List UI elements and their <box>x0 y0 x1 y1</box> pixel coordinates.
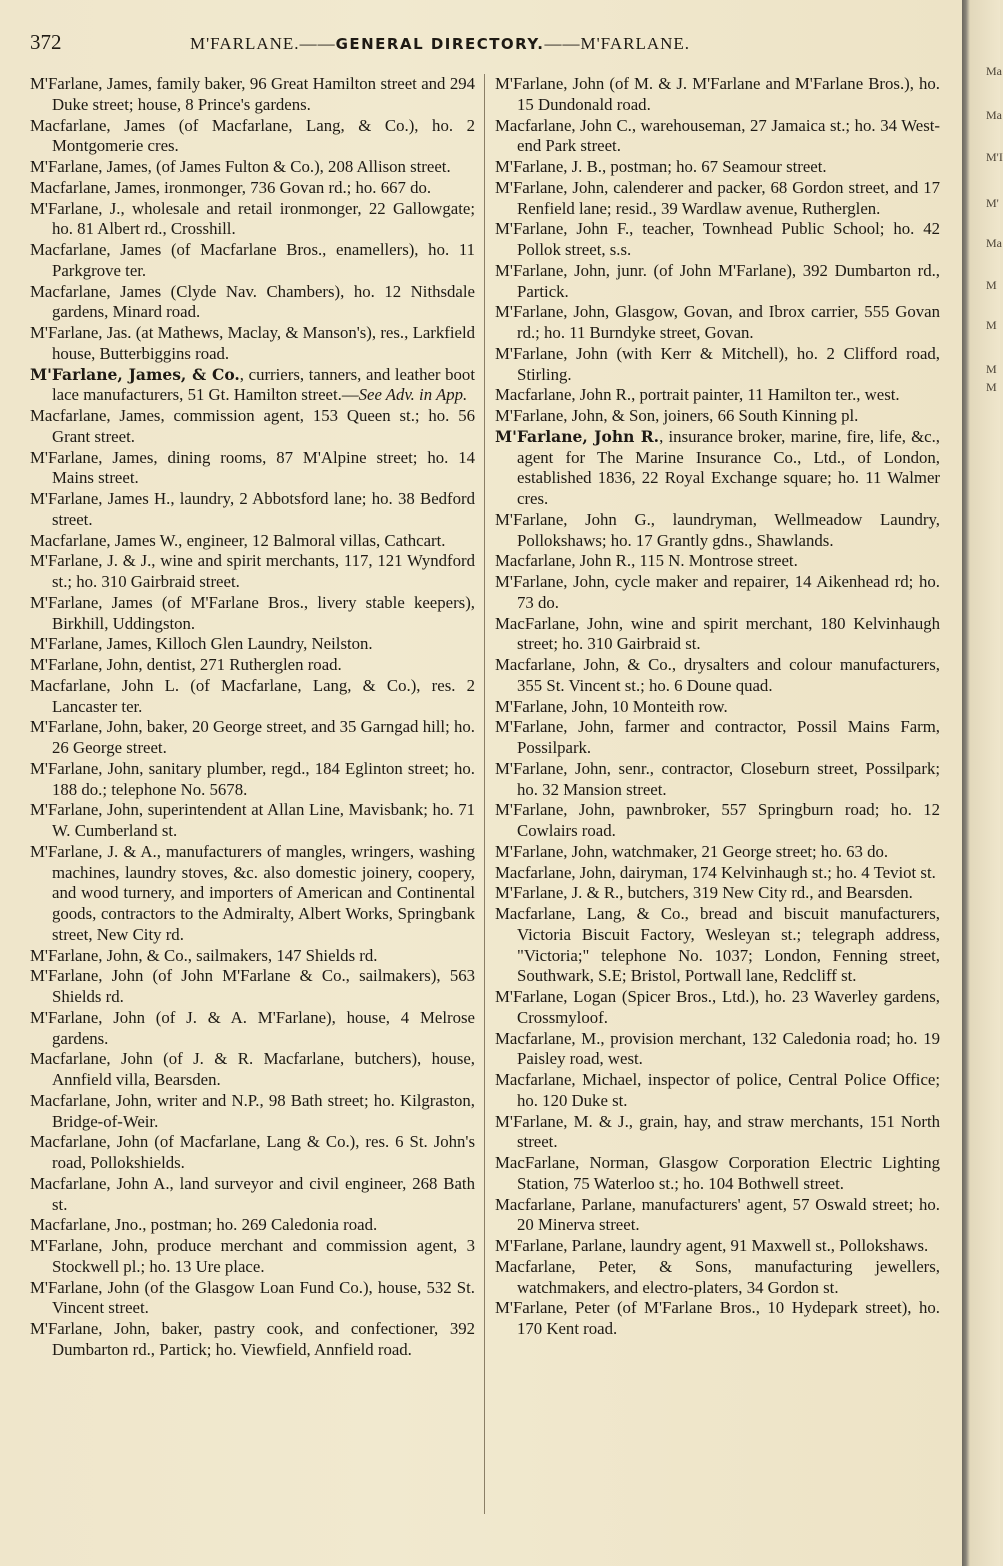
directory-entry: M'Farlane, John, superintendent at Allan Line, Mavisbank; ho. 71 W. Cumberland st. <box>30 800 475 840</box>
directory-entry: Macfarlane, Lang, & Co., bread and biscuit manufacturers, Victoria Biscuit Factory, Wesleyan st.; telegraph address, "Victoria;" telephone No. 1037; London, Fenning street, Southwark, S.E; Bristol, Portwall lane, Redcliff st. <box>495 904 940 986</box>
directory-entry: Macfarlane, Parlane, manufacturers' agent, 57 Oswald street; ho. 20 Minerva street. <box>495 1194 940 1235</box>
directory-entry-featured <box>495 427 940 510</box>
directory-entry: Macfarlane, John R., 115 N. Montrose street. <box>495 551 798 571</box>
column-divider <box>484 74 485 1514</box>
directory-entry: M'Farlane, John, baker, pastry cook, and confectioner, 392 Dumbarton rd., Partick; ho. Viewfield, Annfield road. <box>30 1319 475 1359</box>
directory-entry: M'Farlane, John, watchmaker, 21 George street; ho. 63 do. <box>495 841 889 861</box>
directory-entry: Macfarlane, John, dairyman, 174 Kelvinhaugh st.; ho. 4 Teviot st. <box>495 862 936 882</box>
entry-name-bold: M'Farlane, John R. <box>495 426 660 446</box>
directory-entry: M'Farlane, James, family baker, 96 Great Hamilton street and 294 Duke street; house, 8 Prince's gardens. <box>30 74 475 114</box>
directory-entry: M'Farlane, John (of John M'Farlane & Co., sailmakers), 563 Shields rd. <box>30 966 475 1006</box>
directory-entry: M'Farlane, John, pawnbroker, 557 Springburn road; ho. 12 Cowlairs road. <box>495 800 940 840</box>
directory-entry: Macfarlane, John L. (of Macfarlane, Lang, & Co.), res. 2 Lancaster ter. <box>30 675 475 716</box>
directory-entry: M'Farlane, John (with Kerr & Mitchell), ho. 2 Clifford road, Stirling. <box>495 343 940 384</box>
entry-text: , curriers, tanners, and leather boot lace manufacturers, 51 Gt. Hamilton street.— <box>52 364 475 405</box>
directory-entry: M'Farlane, James (of M'Farlane Bros., livery stable keepers), Birkhill, Uddingston. <box>30 592 475 633</box>
directory-entry: MacFarlane, John, wine and spirit merchant, 180 Kelvinhaugh street; ho. 310 Gairbraid st. <box>495 613 940 654</box>
directory-entry: M'Farlane, John, baker, 20 George street, and 35 Garngad hill; ho. 26 George street. <box>30 717 475 757</box>
left-column <box>30 74 475 1361</box>
directory-entry: Macfarlane, Michael, inspector of police, Central Police Office; ho. 120 Duke st. <box>495 1070 940 1110</box>
directory-entry: Macfarlane, John, & Co., drysalters and colour manufacturers, 355 St. Vincent st.; ho. 6 Doune quad. <box>495 655 940 695</box>
edge-fragment: M <box>986 380 997 394</box>
directory-entry: M'Farlane, J. & R., butchers, 319 New City rd., and Bearsden. <box>495 883 913 903</box>
edge-fragment: Ma <box>986 236 1002 250</box>
page-number: 372 <box>30 30 62 54</box>
edge-fragment: M <box>986 278 997 292</box>
directory-entry: Macfarlane, James (of Macfarlane Bros., enamellers), ho. 11 Parkgrove ter. <box>30 240 475 280</box>
directory-entry: M'Farlane, James, dining rooms, 87 M'Alpine street; ho. 14 Mains street. <box>30 447 475 488</box>
directory-entry: M'Farlane, J., wholesale and retail ironmonger, 22 Gallowgate; ho. 81 Albert rd., Crosshill. <box>30 198 475 239</box>
directory-entry: M'Farlane, J. & A., manufacturers of mangles, wringers, washing machines, laundry stoves, &c. also domestic joinery, coopery, and wood turnery, and importers of American and Continental goods, contractors to the Admiralty, Albert Works, Springbank street, New City rd. <box>30 841 475 944</box>
directory-entry: M'Farlane, Peter (of M'Farlane Bros., 10 Hydepark street), ho. 170 Kent road. <box>495 1298 940 1338</box>
directory-entry: M'Farlane, John, farmer and contractor, Possil Mains Farm, Possilpark. <box>495 717 940 757</box>
right-column <box>495 74 940 1340</box>
directory-entry: M'Farlane, John (of the Glasgow Loan Fund Co.), house, 532 St. Vincent street. <box>30 1277 475 1318</box>
directory-entry: M'Farlane, John, senr., contractor, Closeburn street, Possilpark; ho. 32 Mansion street. <box>495 758 940 799</box>
directory-entry: M'Farlane, James, (of James Fulton & Co.), 208 Allison street. <box>30 157 451 176</box>
directory-entry: M'Farlane, John (of M. & J. M'Farlane and M'Farlane Bros.), ho. 15 Dundonald road. <box>495 74 940 114</box>
directory-entry: Macfarlane, John (of Macfarlane, Lang & Co.), res. 6 St. John's road, Pollokshields. <box>30 1132 475 1172</box>
edge-fragment: M' <box>986 196 999 210</box>
directory-entry: Macfarlane, James, ironmonger, 736 Govan rd.; ho. 667 do. <box>30 177 432 197</box>
running-head-right: M'FARLANE. <box>580 34 691 53</box>
directory-entry: M'Farlane, M. & J., grain, hay, and straw merchants, 151 North street. <box>495 1111 940 1152</box>
directory-entry: M'Farlane, John, & Co., sailmakers, 147 Shields rd. <box>30 945 378 965</box>
page-header <box>30 30 960 62</box>
directory-entry: Macfarlane, John R., portrait painter, 11 Hamilton ter., west. <box>495 385 900 405</box>
directory-entry: M'Farlane, John, junr. (of John M'Farlane), 392 Dumbarton rd., Partick. <box>495 260 940 301</box>
advertisement-reference: See Adv. in App. <box>358 385 468 405</box>
running-head: M'FARLANE.——GENERAL DIRECTORY.——M'FARLANE. <box>190 34 691 53</box>
directory-entry: M'Farlane, John, 10 Monteith row. <box>495 696 728 716</box>
directory-entry: M'Farlane, J. & J., wine and spirit merchants, 117, 121 Wyndford st.; ho. 310 Gairbraid street. <box>30 551 475 591</box>
directory-entry: M'Farlane, Jas. (at Mathews, Maclay, & Manson's), res., Larkfield house, Butterbiggins road. <box>30 323 475 363</box>
edge-fragment: M'I <box>986 150 1003 164</box>
edge-fragment: Ma <box>986 64 1002 78</box>
edge-fragment: M <box>986 362 997 376</box>
directory-entry: Macfarlane, James (of Macfarlane, Lang, & Co.), ho. 2 Montgomerie cres. <box>30 115 475 156</box>
directory-entry: M'Farlane, John F., teacher, Townhead Public School; ho. 42 Pollok street, s.s. <box>495 219 940 259</box>
directory-entry: Macfarlane, John C., warehouseman, 27 Jamaica st.; ho. 34 West-end Park street. <box>495 115 940 156</box>
directory-entry: M'Farlane, John, & Son, joiners, 66 South Kinning pl. <box>495 406 859 425</box>
directory-entry: Macfarlane, John (of J. & R. Macfarlane, butchers), house, Annfield villa, Bearsden. <box>30 1049 475 1089</box>
running-head-left: M'FARLANE. <box>190 34 300 53</box>
directory-entry: Macfarlane, Peter, & Sons, manufacturing jewellers, watchmakers, and electro-platers, 34 Gordon st. <box>495 1256 940 1297</box>
directory-entry: M'Farlane, Logan (Spicer Bros., Ltd.), ho. 23 Waverley gardens, Crossmyloof. <box>495 987 940 1027</box>
directory-entry: M'Farlane, John, cycle maker and repairer, 14 Aikenhead rd; ho. 73 do. <box>495 572 940 612</box>
edge-fragment: Ma <box>986 108 1002 122</box>
facing-page-edge <box>962 0 1000 1566</box>
directory-entry-featured <box>30 365 475 407</box>
directory-entry: Macfarlane, M., provision merchant, 132 Caledonia road; ho. 19 Paisley road, west. <box>495 1028 940 1069</box>
directory-entry: Macfarlane, John A., land surveyor and civil engineer, 268 Bath st. <box>30 1173 475 1214</box>
directory-entry: M'Farlane, John, dentist, 271 Rutherglen road. <box>30 655 342 674</box>
directory-entry: Macfarlane, John, writer and N.P., 98 Bath street; ho. Kilgraston, Bridge-of-Weir. <box>30 1090 475 1131</box>
directory-entry: Macfarlane, James, commission agent, 153 Queen st.; ho. 56 Grant street. <box>30 406 475 446</box>
entry-text: , insurance broker, marine, fire, life, &c., agent for The Marine Insurance Co., Ltd., of London, established 1836, 22 Royal Exchange square; ho. 11 Walmer cres. <box>517 426 941 508</box>
directory-entry: MacFarlane, Norman, Glasgow Corporation Electric Lighting Station, 75 Waterloo st.; ho. 104 Bothwell street. <box>495 1153 940 1193</box>
directory-entry: Macfarlane, James W., engineer, 12 Balmoral villas, Cathcart. <box>30 530 446 550</box>
directory-entry: M'Farlane, James H., laundry, 2 Abbotsford lane; ho. 38 Bedford street. <box>30 489 475 529</box>
directory-entry: M'Farlane, John G., laundryman, Wellmeadow Laundry, Pollokshaws; ho. 17 Grantly gdns., Shawlands. <box>495 509 940 550</box>
directory-entry: Macfarlane, James (Clyde Nav. Chambers), ho. 12 Nithsdale gardens, Minard road. <box>30 281 475 322</box>
directory-entry: M'Farlane, John, sanitary plumber, regd., 184 Eglinton street; ho. 188 do.; telephone No. 5678. <box>30 758 475 799</box>
directory-entry: M'Farlane, James, Killoch Glen Laundry, Neilston. <box>30 634 373 654</box>
entry-name-bold: M'Farlane, James, & Co. <box>30 364 240 384</box>
directory-entry: M'Farlane, John, produce merchant and commission agent, 3 Stockwell pl.; ho. 13 Ure place. <box>30 1236 475 1276</box>
directory-entry: M'Farlane, John, Glasgow, Govan, and Ibrox carrier, 555 Govan rd.; ho. 11 Burndyke street, Govan. <box>495 302 940 342</box>
running-head-center: GENERAL DIRECTORY. <box>335 35 545 53</box>
directory-entry: M'Farlane, J. B., postman; ho. 67 Seamour street. <box>495 157 827 176</box>
directory-entry: M'Farlane, John (of J. & A. M'Farlane), house, 4 Melrose gardens. <box>30 1007 475 1048</box>
directory-entry: M'Farlane, John, calenderer and packer, 68 Gordon street, and 17 Renfield lane; resid., 39 Wardlaw avenue, Rutherglen. <box>495 177 940 218</box>
directory-entry: M'Farlane, Parlane, laundry agent, 91 Maxwell st., Pollokshaws. <box>495 1236 929 1255</box>
directory-entry: Macfarlane, Jno., postman; ho. 269 Caledonia road. <box>30 1215 378 1235</box>
edge-fragment: M <box>986 318 997 332</box>
